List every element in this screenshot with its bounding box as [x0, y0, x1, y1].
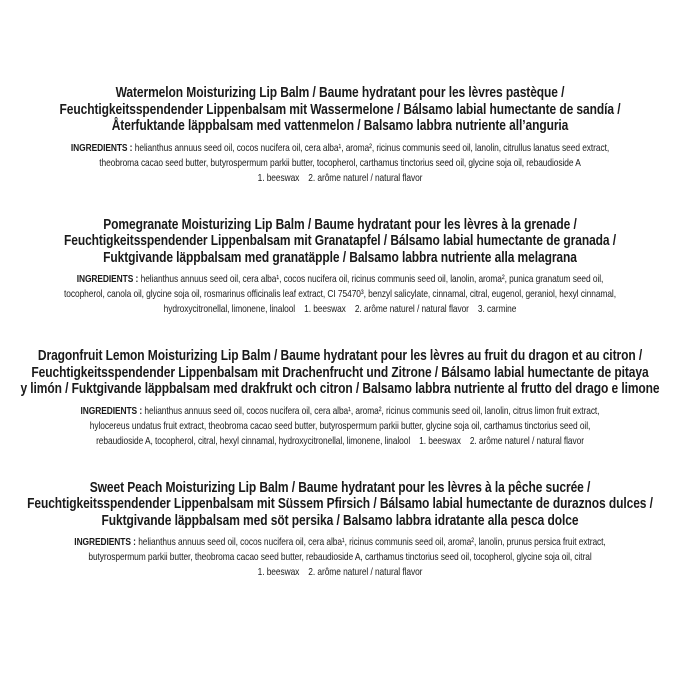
product-section-sweet-peach — [0, 480, 678, 581]
ingredients-line — [0, 404, 678, 419]
product-title-line: Feuchtigkeitsspendender Lippenbalsam mit Drachenfrucht und Zitrone / Bálsamo labial humectante de pitaya — [30, 363, 649, 381]
ingredients-text: helianthus annuus seed oil, cera alba¹, cocos nucifera oil, ricinus communis seed oil, lanolin, aroma², punica granatum seed oil, — [140, 273, 603, 285]
ingredients-footnotes: 1. beeswax 2. arôme naturel / natural flavor — [257, 566, 422, 578]
ingredients-line: tocopherol, canola oil, glycine soja oil, rosmarinus officinalis leaf extract, CI 75470³, benzyl salicylate, cinnamal, citral, eugenol, geraniol, hexyl cinnamal, — [63, 288, 616, 300]
product-title-line: Dragonfruit Lemon Moisturizing Lip Balm / Baume hydratant pour les lèvres au fruit du dragon et au citron / — [37, 347, 642, 364]
product-title-line: Pomegranate Moisturizing Lip Balm / Baume hydratant pour les lèvres à la grenade / — [102, 215, 577, 233]
product-section-dragonfruit-lemon — [0, 348, 678, 449]
product-section-watermelon — [0, 85, 678, 186]
ingredients-block — [0, 141, 678, 186]
ingredients-label: INGREDIENTS : — [76, 273, 138, 285]
product-title-line: Feuchtigkeitsspendender Lippenbalsam mit Wassermelone / Bálsamo labial humectante de sandía / — [59, 100, 620, 118]
product-title-line: Feuchtigkeitsspendender Lippenbalsam mit Süssem Pfirsich / Bálsamo labial humectante de duraznos dulces / — [26, 495, 653, 512]
product-title-line: y limón / Fuktgivande läppbalsam med drakfrukt och citron / Balsamo labbra nutriente al frutto del drago e limone — [19, 380, 660, 397]
ingredients-label: INGREDIENTS : — [73, 536, 136, 548]
ingredients-footnotes: 1. beeswax 2. arôme naturel / natural flavor — [257, 171, 422, 184]
ingredients-line — [0, 535, 678, 550]
ingredients-line: butyrospermum parkii butter, theobroma cacao seed butter, rebaudioside A, carthamus tinctorius seed oil, tocopherol, glycine soja oil, citral — [87, 551, 592, 563]
product-title-line: Återfuktande läppbalsam med vattenmelon / Balsamo labbra nutriente all’anguria — [111, 117, 568, 134]
ingredients-line — [0, 272, 678, 287]
ingredients-block — [0, 272, 678, 317]
ingredients-footnotes: hydroxycitronellal, limonene, linalool 1. beeswax 2. arôme naturel / natural flavor 3. carmine — [163, 303, 516, 315]
ingredients-text: helianthus annuus seed oil, cocos nucifera oil, cera alba¹, aroma², ricinus communis seed oil, lanolin, citrus limon fruit extract, — [143, 404, 599, 417]
product-title-line: Sweet Peach Moisturizing Lip Balm / Baume hydratant pour les lèvres à la pêche sucrée / — [89, 478, 590, 496]
ingredients-line: theobroma cacao seed butter, butyrospermum parkii butter, tocopherol, carthamus tinctorius seed oil, glycine soja oil, rebaudioside A — [98, 156, 581, 169]
ingredients-label: INGREDIENTS : — [70, 141, 132, 154]
product-section-pomegranate — [0, 217, 678, 318]
ingredients-line: hylocereus undatus fruit extract, theobroma cacao seed butter, butyrospermum parkii butter, glycine soja oil, carthamus tinctorius seed oil, — [89, 419, 590, 432]
ingredients-text: helianthus annuus seed oil, cocos nucifera oil, cera alba¹, ricinus communis seed oil, aroma², lanolin, prunus persica fruit extract, — [137, 536, 606, 548]
product-title-line: Watermelon Moisturizing Lip Balm / Baume hydratant pour les lèvres pastèque / — [115, 84, 564, 101]
ingredients-text: helianthus annuus seed oil, cocos nucifera oil, cera alba¹, aroma², ricinus communis seed oil, lanolin, citrullus lanatus seed extract, — [134, 141, 609, 154]
ingredients-label: INGREDIENTS : — [80, 404, 142, 417]
ingredients-block — [0, 404, 678, 449]
ingredients-block — [0, 535, 678, 580]
product-title-line: Fuktgivande läppbalsam med söt persika / Balsamo labbra idratante alla pesca dolce — [101, 511, 578, 529]
ingredients-footnotes: rebaudioside A, tocopherol, citral, hexyl cinnamal, hydroxycitronellal, limonene, linalool 1. beeswax 2. arôme naturel / natural flavor — [95, 434, 584, 447]
product-title-line: Fuktgivande läppbalsam med granatäpple / Balsamo labbra nutriente alla melagrana — [102, 248, 577, 266]
product-title-line: Feuchtigkeitsspendender Lippenbalsam mit Granatapfel / Bálsamo labial humectante de granada / — [63, 232, 616, 249]
ingredients-line — [0, 141, 678, 156]
